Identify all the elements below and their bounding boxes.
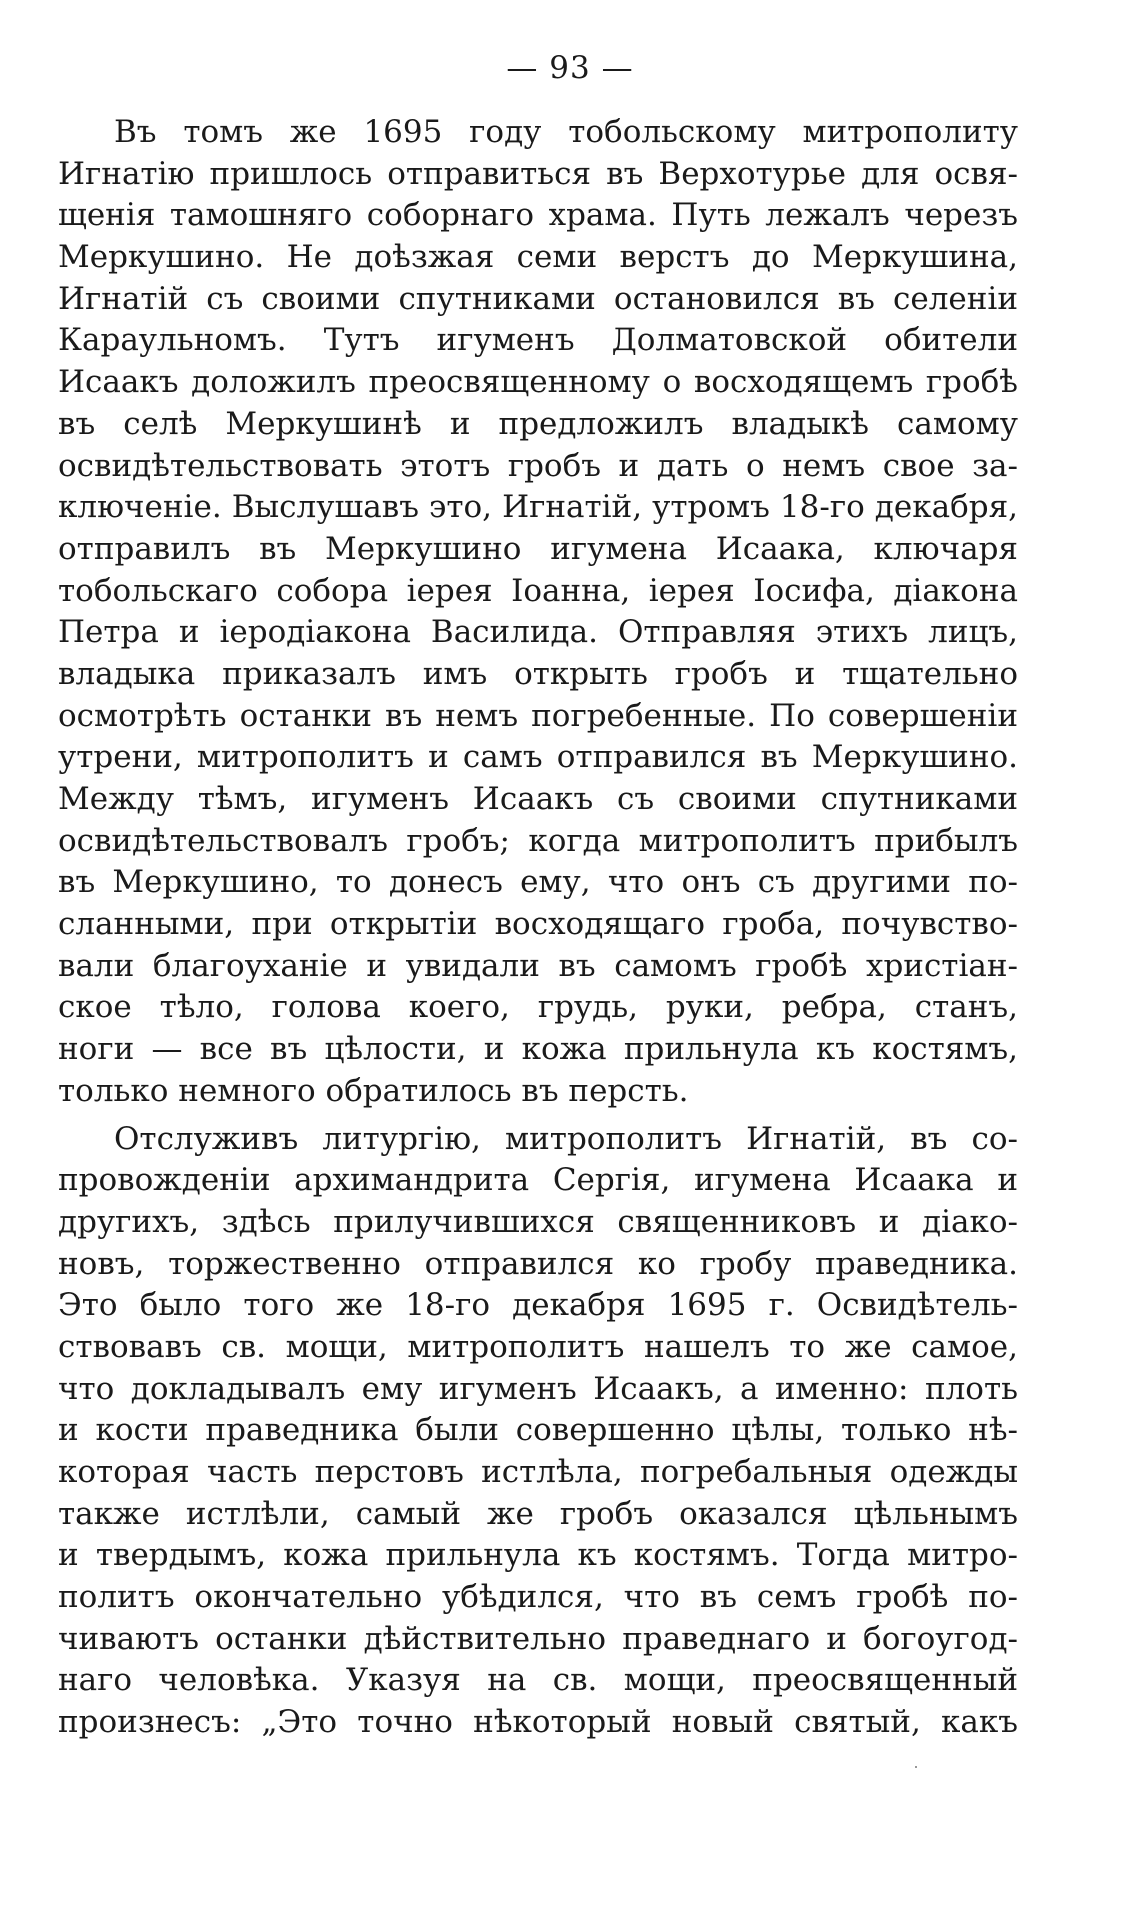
text-line: и кости праведника были совершенно цѣлы, только нѣ- bbox=[58, 1412, 1018, 1449]
text-line: освидѣтельствовалъ гробъ; когда митрополитъ прибылъ bbox=[58, 822, 1018, 859]
text-line: сланными, при открытіи восходящаго гроба, почувство- bbox=[58, 906, 1018, 943]
text-line: ноги — все въ цѣлости, и кожа прильнула къ костямъ, bbox=[58, 1031, 1018, 1068]
text-line: освидѣтельствовать этотъ гробъ и дать о немъ свое за- bbox=[58, 447, 1018, 484]
text-line: наго человѣка. Указуя на св. мощи, преосвященный bbox=[58, 1662, 1018, 1699]
text-line: произнесъ: „Это точно нѣкоторый новый святый, какъ bbox=[58, 1704, 1018, 1741]
paragraph-1 bbox=[58, 112, 1018, 1113]
text-line: ствовавъ св. мощи, митрополитъ нашелъ то же самое, bbox=[58, 1328, 1018, 1365]
text-line: ское тѣло, голова коего, грудь, руки, ребра, станъ, bbox=[58, 989, 1018, 1026]
text-line: Караульномъ. Тутъ игуменъ Долматовской обители bbox=[58, 322, 1018, 359]
text-line: политъ окончательно убѣдился, что въ семъ гробѣ по- bbox=[58, 1579, 1018, 1616]
text-line: чиваютъ останки дѣйствительно праведнаго и богоугод- bbox=[58, 1620, 1018, 1657]
text-line: и твердымъ, кожа прильнула къ костямъ. Тогда митро- bbox=[58, 1537, 1018, 1574]
text-line: вали благоуханіе и увидали въ самомъ гробѣ христіан- bbox=[58, 947, 1018, 984]
text-line: Исаакъ доложилъ преосвященному о восходящемъ гробѣ bbox=[58, 364, 1018, 401]
text-line: Меркушино. Не доѣзжая семи верстъ до Меркушина, bbox=[58, 239, 1018, 276]
paper-speck bbox=[915, 1766, 917, 1768]
page-number: — 93 — bbox=[506, 50, 634, 86]
text-line: также истлѣли, самый же гробъ оказался цѣльнымъ bbox=[58, 1495, 1018, 1532]
text-line: отправилъ въ Меркушино игумена Исаака, ключаря bbox=[58, 530, 1018, 567]
text-line: осмотрѣть останки въ немъ погребенные. По совершеніи bbox=[58, 697, 1018, 734]
text-line: только немного обратилось въ персть. bbox=[58, 1072, 689, 1109]
text-line: въ Меркушино, то донесъ ему, что онъ съ другими по- bbox=[58, 864, 1018, 901]
text-line: Отслуживъ литургію, митрополитъ Игнатій, въ со- bbox=[114, 1120, 1018, 1157]
text-line: щенія тамошняго соборнаго храма. Путь лежалъ черезъ bbox=[58, 197, 1018, 234]
text-line: Игнатію пришлось отправиться въ Верхотурье для освя- bbox=[58, 155, 1018, 192]
text-line: Петра и іеродіакона Василида. Отправляя этихъ лицъ, bbox=[58, 614, 1018, 651]
text-line: утрени, митрополитъ и самъ отправился въ Меркушино. bbox=[58, 739, 1018, 776]
text-line: тобольскаго собора іерея Іоанна, іерея Іосифа, діакона bbox=[58, 572, 1018, 609]
paragraph-2 bbox=[58, 1119, 1018, 1744]
text-line: которая часть перстовъ истлѣла, погребальныя одежды bbox=[58, 1454, 1018, 1490]
text-line: что докладывалъ ему игуменъ Исаакъ, а именно: плоть bbox=[58, 1370, 1018, 1407]
text-line: ключеніе. Выслушавъ это, Игнатій, утромъ 18-го декабря, bbox=[58, 489, 1018, 526]
text-line: новъ, торжественно отправился ко гробу праведника. bbox=[58, 1245, 1018, 1282]
text-line: въ селѣ Меркушинѣ и предложилъ владыкѣ самому bbox=[58, 405, 1018, 442]
body-text bbox=[58, 112, 1018, 1744]
text-line: Игнатій съ своими спутниками остановился въ селеніи bbox=[58, 280, 1018, 317]
text-line: Это было того же 18-го декабря 1695 г. Освидѣтель- bbox=[58, 1287, 1018, 1324]
text-line: Въ томъ же 1695 году тобольскому митрополиту bbox=[114, 114, 1018, 150]
text-line: владыка приказалъ имъ открыть гробъ и тщательно bbox=[58, 655, 1018, 692]
text-line: провожденіи архимандрита Сергія, игумена Исаака и bbox=[58, 1162, 1018, 1199]
text-line: другихъ, здѣсь прилучившихся священниковъ и діако- bbox=[58, 1203, 1018, 1240]
text-line: Между тѣмъ, игуменъ Исаакъ съ своими спутниками bbox=[58, 781, 1018, 817]
